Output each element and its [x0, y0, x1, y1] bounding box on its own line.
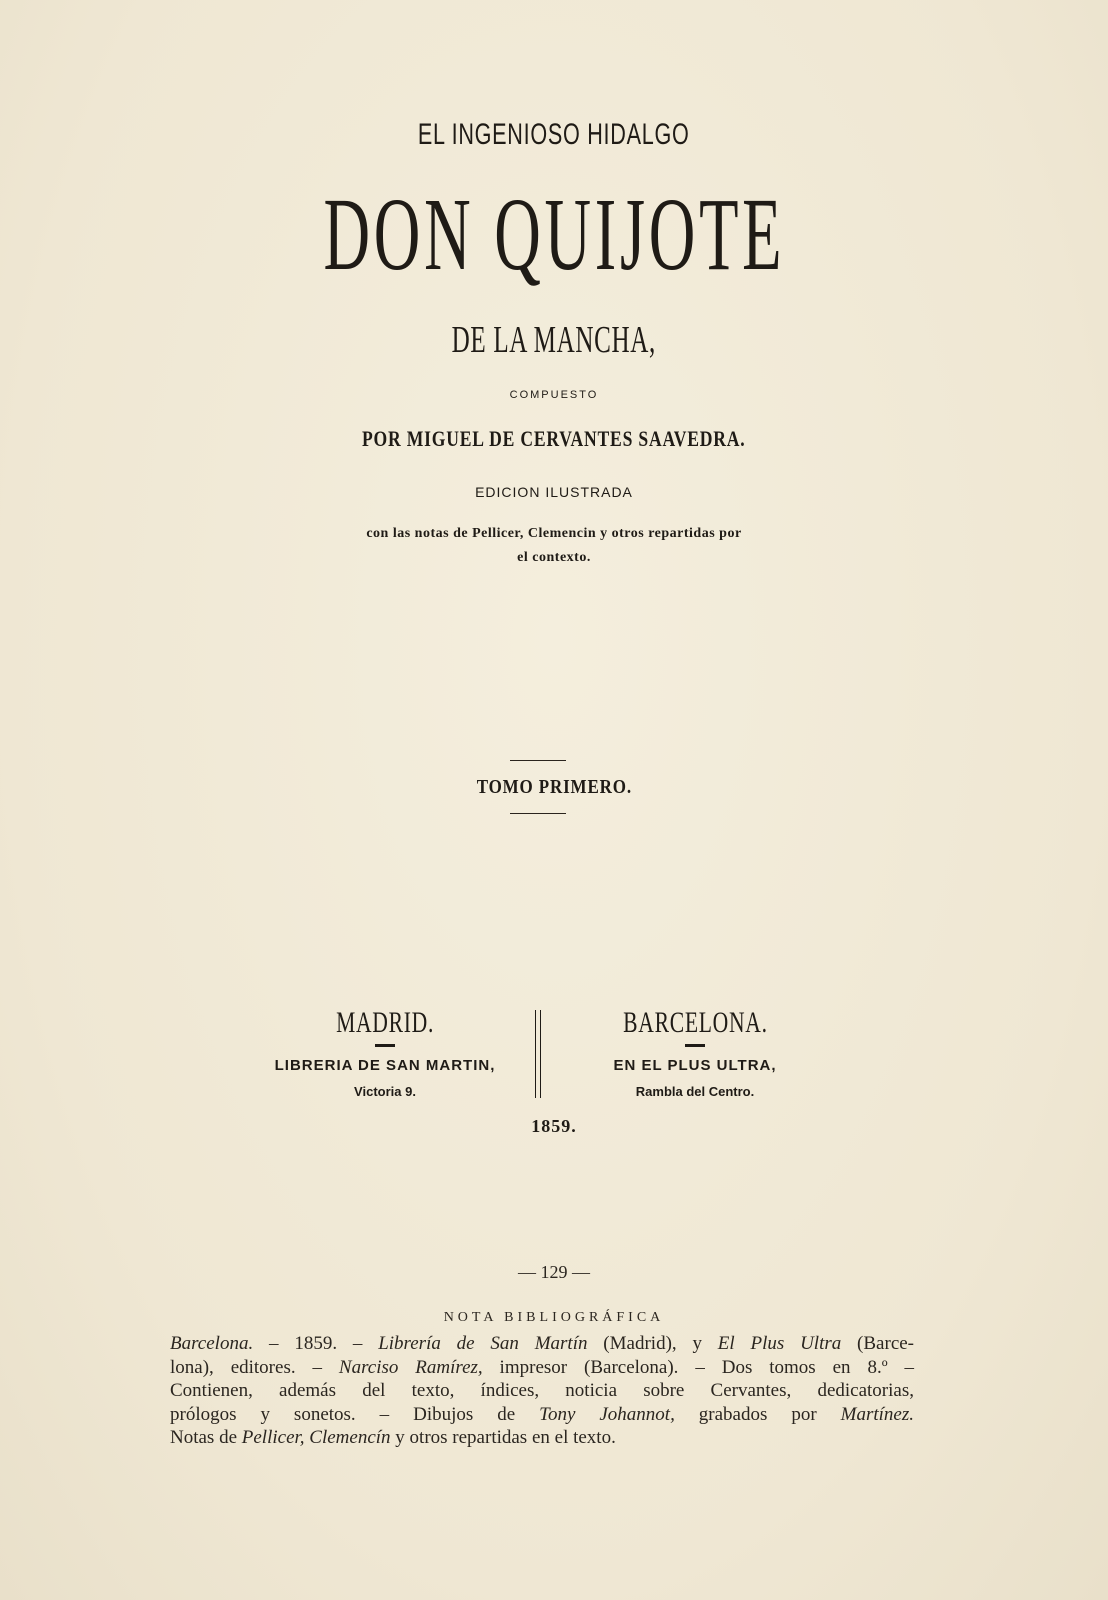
title-line-de-la-mancha: DE LA MANCHA,: [451, 319, 657, 361]
bibliographic-note-heading: NOTA BIBLIOGRÁFICA: [443, 1310, 665, 1325]
page-number: — 129 —: [518, 1262, 590, 1282]
composed-label: COMPUESTO: [509, 389, 599, 401]
publisher-dash-barcelona: [685, 1044, 705, 1047]
title-line-ingenioso-hidalgo: EL INGENIOSO HIDALGO: [418, 118, 690, 151]
publisher-city-madrid: MADRID.: [335, 1006, 435, 1039]
note-line-2: lona), editores. – Narciso Ramírez, impresor (Barcelona). – Dos tomos en 8.º –: [170, 1356, 914, 1378]
volume-label: TOMO PRIMERO.: [476, 776, 632, 798]
publisher-shop-barcelona: EN EL PLUS ULTRA,: [613, 1057, 777, 1074]
rule-above-volume: [510, 760, 566, 761]
main-title-don-quijote: DON QUIJOTE: [323, 177, 785, 292]
publisher-madrid: [250, 1006, 520, 1099]
note-line-1: Barcelona. – 1859. – Librería de San Martín (Madrid), y El Plus Ultra (Barce-: [170, 1333, 915, 1354]
publisher-city-barcelona: BARCELONA.: [622, 1006, 768, 1039]
author-line: POR MIGUEL DE CERVANTES SAAVEDRA.: [362, 426, 746, 451]
edition-label: EDICION ILUSTRADA: [475, 484, 633, 500]
notes-line-2: el contexto.: [517, 550, 591, 565]
note-line-4: prólogos y sonetos. – Dibujos de Tony Johannot, grabados por Martínez.: [170, 1403, 914, 1425]
publisher-barcelona: [560, 1006, 830, 1099]
publisher-dash-madrid: [375, 1044, 395, 1047]
bibliographic-note-body: [170, 1332, 914, 1450]
notes-line-1: con las notas de Pellicer, Clemencin y otros repartidas por: [366, 526, 742, 541]
note-line-5: Notas de Pellicer, Clemencín y otros repartidas en el texto.: [170, 1427, 616, 1448]
publisher-divider-right: [540, 1010, 541, 1098]
publisher-shop-madrid: LIBRERIA DE SAN MARTIN,: [274, 1057, 496, 1074]
publisher-divider-left: [535, 1010, 536, 1098]
note-line-3: Contienen, además del texto, índices, noticia sobre Cervantes, dedicatorias,: [170, 1380, 914, 1401]
publication-year: 1859.: [531, 1116, 577, 1136]
rule-below-volume: [510, 813, 566, 814]
publisher-street-barcelona: Rambla del Centro.: [635, 1084, 755, 1099]
publisher-street-madrid: Victoria 9.: [354, 1084, 416, 1099]
